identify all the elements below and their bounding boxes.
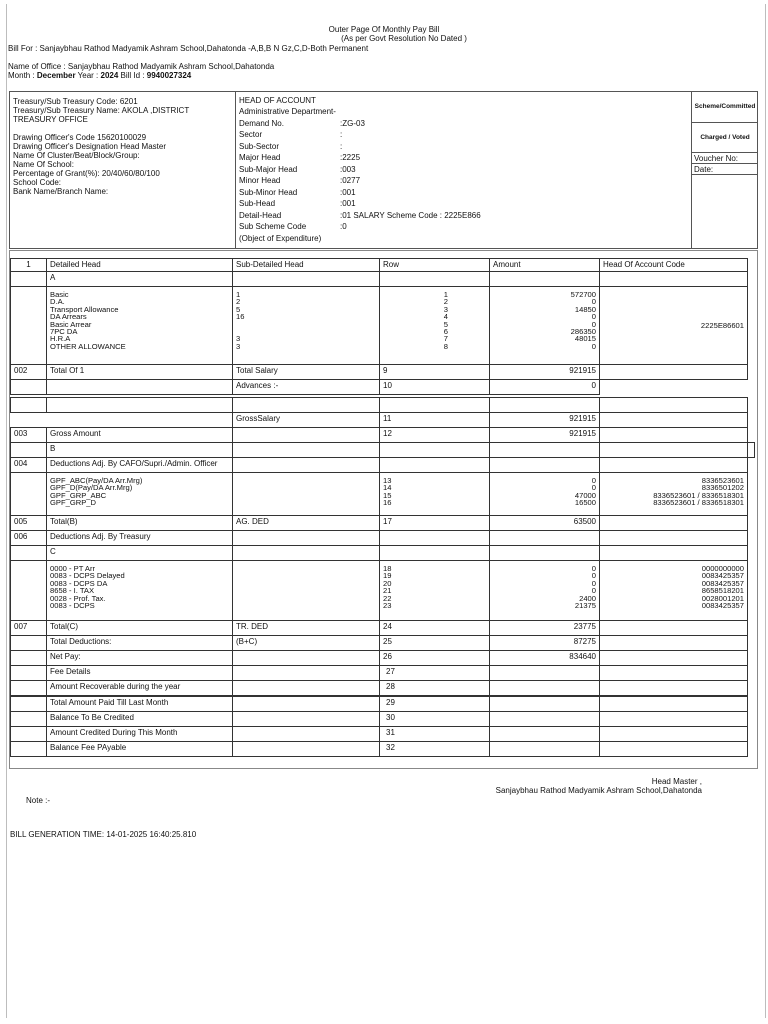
- table-cell: [232, 696, 380, 712]
- serial-no: 007: [10, 620, 47, 636]
- earning-row-no: 1: [443, 290, 448, 299]
- table-cell: [10, 741, 47, 757]
- treasury-ded-amounts: [489, 560, 600, 621]
- table-cell: [46, 379, 233, 395]
- account-value: :0: [340, 222, 347, 231]
- scheme-committed-label: Scheme/Committed: [692, 92, 758, 123]
- table-cell: [232, 560, 380, 621]
- officer-line: Percentage of Grant(%): 20/40/60/80/100: [13, 169, 160, 178]
- fee-row-label: Amount Recoverable during the year: [46, 680, 233, 696]
- table-cell: [599, 665, 748, 681]
- gpf-amounts: [489, 472, 600, 516]
- total-b-label: Total(B): [46, 515, 233, 531]
- serial-no: 006: [10, 530, 47, 546]
- row-no: 9: [379, 364, 490, 380]
- serial-no: 005: [10, 515, 47, 531]
- account-label: Sub-Major Head: [239, 165, 298, 174]
- treasury-line: Treasury/Sub Treasury Name: AKOLA ,DISTRICT: [13, 106, 190, 115]
- table-cell: [10, 472, 47, 516]
- table-cell: [232, 442, 380, 458]
- table-cell: [379, 442, 490, 458]
- treasury-ded-row-no: 23: [383, 601, 392, 611]
- fee-row-label: Balance Fee PAyable: [46, 741, 233, 757]
- table-cell: [599, 364, 748, 380]
- advances-label: Advances :-: [232, 379, 380, 395]
- table-cell: [232, 726, 380, 742]
- gpf-code: 8336523601: [701, 476, 744, 485]
- table-header-cell: Amount: [489, 258, 600, 272]
- gpf-head: GPF_GRP_ABC: [50, 490, 107, 500]
- treasury-ded-row-no: 19: [383, 571, 392, 581]
- row-no: 25: [379, 635, 490, 651]
- treasury-ded-amount: 0: [591, 586, 596, 596]
- tr-ded-label: TR. DED: [232, 620, 380, 636]
- earning-row-no: 4: [443, 312, 448, 322]
- earning-amount: 286350: [570, 327, 596, 337]
- gpf-code: 8336501202: [701, 483, 744, 493]
- bill-id-label: Bill Id :: [118, 71, 147, 80]
- earning-sub: 1: [236, 290, 241, 299]
- treasury-ded-code: 8658518201: [701, 586, 744, 596]
- head-of-account-box: [9, 91, 758, 249]
- gpf-row-no: 16: [383, 498, 392, 508]
- month-line: [8, 71, 191, 80]
- fee-row-label: Balance To Be Credited: [46, 711, 233, 727]
- row-no: 27: [379, 665, 490, 681]
- row-no: 30: [379, 711, 490, 727]
- gpf-amount: 16500: [574, 498, 596, 508]
- treasury-ded-head: 0000 - PT Arr: [50, 564, 96, 573]
- officer-line: Drawing Officer's Code 15620100029: [13, 133, 147, 142]
- earning-row-no: 3: [443, 304, 448, 314]
- row-no: 26: [379, 650, 490, 666]
- earning-row-no: 5: [443, 319, 448, 329]
- table-cell: [489, 741, 600, 757]
- gpf-row-no: 13: [383, 476, 392, 485]
- table-cell: [489, 711, 600, 727]
- earning-amount: 0: [591, 341, 596, 351]
- section-b-label: B: [46, 442, 233, 458]
- fee-row-label: Fee Details: [46, 665, 233, 681]
- account-label: Sub-Sector: [239, 142, 280, 151]
- account-label: Demand No.: [239, 119, 284, 128]
- gpf-head: GPF_ABC(Pay/DA Arr.Mrg): [50, 476, 143, 485]
- gpf-row-no: 15: [383, 490, 392, 500]
- table-cell: [10, 680, 47, 696]
- table-cell: [10, 711, 47, 727]
- officer-line: Bank Name/Branch Name:: [13, 187, 109, 196]
- table-cell: [599, 545, 748, 561]
- treasury-line: TREASURY OFFICE: [13, 115, 88, 124]
- table-cell: [10, 560, 47, 621]
- bill-title: Outer Page Of Monthly Pay Bill: [328, 25, 440, 34]
- table-cell: [10, 545, 47, 561]
- treasury-ded-amount: 0: [591, 578, 596, 588]
- earnings-subs: [232, 286, 380, 365]
- gpf-amount: 47000: [574, 490, 596, 500]
- serial-no: 002: [10, 364, 47, 380]
- account-label: (Object of Expenditure): [239, 234, 322, 243]
- table-cell: [379, 271, 490, 287]
- treasury-ded-heads: [46, 560, 233, 621]
- account-label: Sub-Head: [239, 199, 276, 208]
- treasury-ded-amount: 0: [591, 571, 596, 581]
- treasury-details: [13, 97, 189, 124]
- gross-salary-amount: 921915: [489, 412, 600, 428]
- table-cell: [489, 442, 600, 458]
- table-cell: [599, 530, 748, 546]
- deductions-treasury-label: Deductions Adj. By Treasury: [46, 530, 233, 546]
- serial-no: 003: [10, 427, 47, 443]
- table-cell: [599, 397, 748, 413]
- account-label: Sub-Minor Head: [239, 188, 298, 197]
- drawing-officer-details: [13, 133, 166, 196]
- treasury-ded-amount: 21375: [574, 601, 596, 611]
- table-cell: [379, 397, 490, 413]
- ag-ded-label: AG. DED: [232, 515, 380, 531]
- gpf-head: GPF_GRP_D: [50, 498, 96, 508]
- gpf-code: 8336523601 / 8336518301: [653, 498, 744, 508]
- treasury-ded-row-no: 22: [383, 593, 392, 603]
- resolution-line: (As per Govt Resolution No Dated ): [341, 34, 467, 43]
- table-cell: [599, 442, 748, 458]
- gpf-row-no: 14: [383, 483, 392, 493]
- table-cell: [232, 397, 380, 413]
- row-no: 24: [379, 620, 490, 636]
- advances-amount: 0: [489, 379, 600, 395]
- treasury-ded-code: 0083425357: [701, 601, 744, 611]
- account-value: :001: [340, 188, 356, 197]
- total-salary-amount: 921915: [489, 364, 600, 380]
- fee-row-label: Amount Credited During This Month: [46, 726, 233, 742]
- treasury-ded-amount: 2400: [579, 593, 596, 603]
- table-cell: [599, 650, 748, 666]
- treasury-ded-head: 0083 - DCPS Delayed: [50, 571, 125, 581]
- gpf-heads: [46, 472, 233, 516]
- treasury-ded-code: 0000000000: [701, 564, 744, 573]
- officer-line: Name Of Cluster/Beat/Block/Group:: [13, 151, 140, 160]
- earning-head: Transport Allowance: [50, 304, 119, 314]
- officer-line: Name Of School:: [13, 160, 74, 169]
- table-cell: [232, 457, 380, 473]
- treasury-ded-code: 0083425357: [701, 578, 744, 588]
- table-cell: [232, 680, 380, 696]
- table-cell: [232, 711, 380, 727]
- table-cell: [379, 530, 490, 546]
- table-cell: [599, 412, 748, 428]
- account-value: :: [340, 142, 343, 151]
- treasury-ded-head: 0083 - DCPS DA: [50, 578, 108, 588]
- officer-line: School Code:: [13, 178, 62, 187]
- table-cell: [10, 442, 47, 458]
- total-of-1-label: Total Of 1: [46, 364, 233, 380]
- earning-amount: 0: [591, 319, 596, 329]
- earning-sub: 16: [236, 312, 245, 322]
- table-cell: [232, 427, 380, 443]
- table-cell: [232, 545, 380, 561]
- earning-row-no: 6: [443, 327, 448, 337]
- earnings-amounts: [489, 286, 600, 365]
- net-pay-amount: 834640: [489, 650, 600, 666]
- account-value: :003: [340, 165, 356, 174]
- treasury-ded-head: 0028 - Prof. Tax.: [50, 593, 106, 603]
- table-cell: [10, 665, 47, 681]
- earning-head: OTHER ALLOWANCE: [50, 341, 126, 351]
- earning-sub: 3: [236, 334, 241, 344]
- table-cell: [489, 457, 600, 473]
- row-no: 11: [379, 412, 490, 428]
- table-cell: [379, 545, 490, 561]
- earning-row-no: 7: [443, 334, 448, 344]
- treasury-ded-row-no: 20: [383, 578, 392, 588]
- earning-amount: 572700: [570, 290, 596, 299]
- treasury-ded-code: 0083425357: [701, 571, 744, 581]
- table-cell: [599, 711, 748, 727]
- table-cell: [232, 741, 380, 757]
- table-cell: [10, 397, 47, 413]
- bill-for: Bill For : Sanjaybhau Rathod Madyamik Ashram School,Dahatonda -A,B,B N Gz,C,D-Both Permanent: [8, 44, 369, 53]
- table-cell: [489, 530, 600, 546]
- earning-head: Basic Arrear: [50, 319, 92, 329]
- account-value: :01 SALARY Scheme Code : 2225E866: [340, 211, 481, 220]
- year-value: 2024: [100, 71, 119, 80]
- table-header-cell: 1: [10, 258, 47, 272]
- table-cell: [10, 696, 47, 712]
- gpf-code: 8336523601 / 8336518301: [653, 490, 744, 500]
- table-header-cell: Detailed Head: [46, 258, 233, 272]
- account-value: :ZG-03: [340, 119, 365, 128]
- table-cell: [599, 620, 748, 636]
- earning-sub: [236, 321, 376, 328]
- row-no: 17: [379, 515, 490, 531]
- treasury-ded-head: 0083 - DCPS: [50, 601, 95, 611]
- table-cell: [10, 726, 47, 742]
- account-label: Minor Head: [239, 176, 281, 185]
- table-cell: [10, 379, 47, 395]
- treasury-ded-row-no: 21: [383, 586, 392, 596]
- earning-head: DA Arrears: [50, 312, 87, 322]
- table-cell: [599, 741, 748, 757]
- table-cell: [10, 286, 47, 365]
- account-heads: [239, 95, 679, 245]
- signatory-title: Head Master ,: [651, 777, 702, 786]
- earning-sub: [236, 328, 376, 335]
- account-label: Major Head: [239, 153, 281, 162]
- treasury-ded-head: 8658 - I. TAX: [50, 586, 95, 596]
- earning-row-no: 8: [443, 341, 448, 351]
- gpf-amount: 0: [591, 476, 596, 485]
- table-cell: [599, 696, 748, 712]
- total-salary-label: Total Salary: [232, 364, 380, 380]
- treasury-ded-row-no: 18: [383, 564, 392, 573]
- earning-amount: 0: [591, 297, 596, 307]
- total-b-amount: 63500: [489, 515, 600, 531]
- account-value: :: [340, 130, 343, 139]
- divider: [235, 92, 236, 248]
- section-a-label: A: [46, 271, 233, 287]
- earning-amount: 0: [591, 312, 596, 322]
- earning-amount: 14850: [574, 304, 596, 314]
- earnings-heads: [46, 286, 233, 365]
- earning-sub: 3: [236, 341, 241, 351]
- gross-amount-value: 921915: [489, 427, 600, 443]
- account-value: :2225: [340, 153, 361, 162]
- earning-head: H.R.A: [50, 334, 71, 344]
- earning-head: D.A.: [50, 297, 65, 307]
- section-c-label: C: [46, 545, 233, 561]
- earning-sub: 2: [236, 297, 241, 307]
- fee-row-label: Total Amount Paid Till Last Month: [46, 696, 233, 712]
- charged-voted-label: Charged / Voted: [692, 123, 758, 153]
- account-label: Sub Scheme Code: [239, 222, 307, 231]
- account-label: Sector: [239, 130, 263, 139]
- earnings-account-code: 2225E86601: [599, 286, 748, 365]
- table-header-cell: Sub-Detailed Head: [232, 258, 380, 272]
- gpf-codes: [599, 472, 748, 516]
- table-cell: [489, 696, 600, 712]
- table-cell: [599, 457, 748, 473]
- earning-head: 7PC DA: [50, 327, 78, 337]
- table-cell: [46, 397, 233, 413]
- table-cell: [232, 650, 380, 666]
- treasury-ded-amount: 0: [591, 564, 596, 573]
- table-cell: [599, 271, 748, 287]
- b-plus-c-label: (B+C): [232, 635, 380, 651]
- earning-head: Basic: [50, 290, 69, 299]
- table-cell: [232, 530, 380, 546]
- table-cell: [489, 271, 600, 287]
- table-cell: [599, 680, 748, 696]
- office-name: Name of Office : Sanjaybhau Rathod Madyamik Ashram School,Dahatonda: [8, 62, 275, 71]
- table-cell: [10, 635, 47, 651]
- total-c-label: Total(C): [46, 620, 233, 636]
- account-value: :0277: [340, 176, 361, 185]
- table-cell: [599, 635, 748, 651]
- total-c-amount: 23775: [489, 620, 600, 636]
- serial-no: 004: [10, 457, 47, 473]
- side-panel: [692, 92, 758, 248]
- account-value: :001: [340, 199, 356, 208]
- table-cell: [599, 515, 748, 531]
- earning-amount: 48015: [574, 334, 596, 344]
- table-cell: [489, 545, 600, 561]
- table-header-cell: Row: [379, 258, 490, 272]
- row-no: 29: [379, 696, 490, 712]
- treasury-ded-codes: [599, 560, 748, 621]
- row-no: 10: [379, 379, 490, 395]
- table-cell: [10, 271, 47, 287]
- note-label: Note :-: [26, 796, 51, 805]
- earning-row-no: 2: [443, 297, 448, 307]
- table-cell: [489, 726, 600, 742]
- table-cell: [232, 665, 380, 681]
- bill-generation-time: BILL GENERATION TIME: 14-01-2025 16:40:25.810: [10, 830, 197, 839]
- table-cell: [599, 427, 748, 443]
- gpf-head: GPF_D(Pay/DA Arr.Mrg): [50, 483, 133, 493]
- gpf-amount: 0: [591, 483, 596, 493]
- signatory-school: Sanjaybhau Rathod Madyamik Ashram School,Dahatonda: [495, 786, 702, 795]
- date-label: Date:: [692, 164, 758, 175]
- table-cell: [489, 397, 600, 413]
- voucher-no-label: Voucher No:: [692, 153, 758, 164]
- table-cell: [10, 650, 47, 666]
- bill-id-value: 9940027324: [146, 71, 192, 80]
- table-header-cell: Head Of Account Code: [599, 258, 748, 272]
- total-deductions-amount: 87275: [489, 635, 600, 651]
- row-no: 28: [379, 680, 490, 696]
- total-deductions-label: Total Deductions:: [46, 635, 233, 651]
- table-cell: [379, 457, 490, 473]
- treasury-line: Treasury/Sub Treasury Code: 6201: [13, 97, 138, 106]
- gross-amount-label: Gross Amount: [46, 427, 233, 443]
- gross-salary-label: GrossSalary: [232, 412, 380, 428]
- table-cell: [232, 472, 380, 516]
- deductions-cafo-label: Deductions Adj. By CAFO/Supri./Admin. Officer: [46, 457, 233, 473]
- earnings-rows: [379, 286, 490, 365]
- earning-sub: 5: [236, 304, 241, 314]
- table-cell: [747, 442, 755, 458]
- row-no: 32: [379, 741, 490, 757]
- table-cell: [599, 726, 748, 742]
- treasury-ded-rows: [379, 560, 490, 621]
- department-label: Administrative Department-: [239, 107, 336, 116]
- account-label: Detail-Head: [239, 211, 282, 220]
- officer-line: Drawing Officer's Designation Head Master: [13, 142, 166, 151]
- month-value: December: [36, 71, 76, 80]
- net-pay-label: Net Pay:: [46, 650, 233, 666]
- table-cell: [232, 271, 380, 287]
- account-heading: HEAD OF ACCOUNT: [239, 96, 316, 105]
- year-label: Year :: [75, 71, 101, 80]
- month-label: Month :: [8, 71, 37, 80]
- row-no: 12: [379, 427, 490, 443]
- table-cell: [489, 665, 600, 681]
- table-cell: [489, 680, 600, 696]
- row-no: 31: [379, 726, 490, 742]
- gpf-rows: [379, 472, 490, 516]
- treasury-ded-code: 0028001201: [701, 593, 744, 603]
